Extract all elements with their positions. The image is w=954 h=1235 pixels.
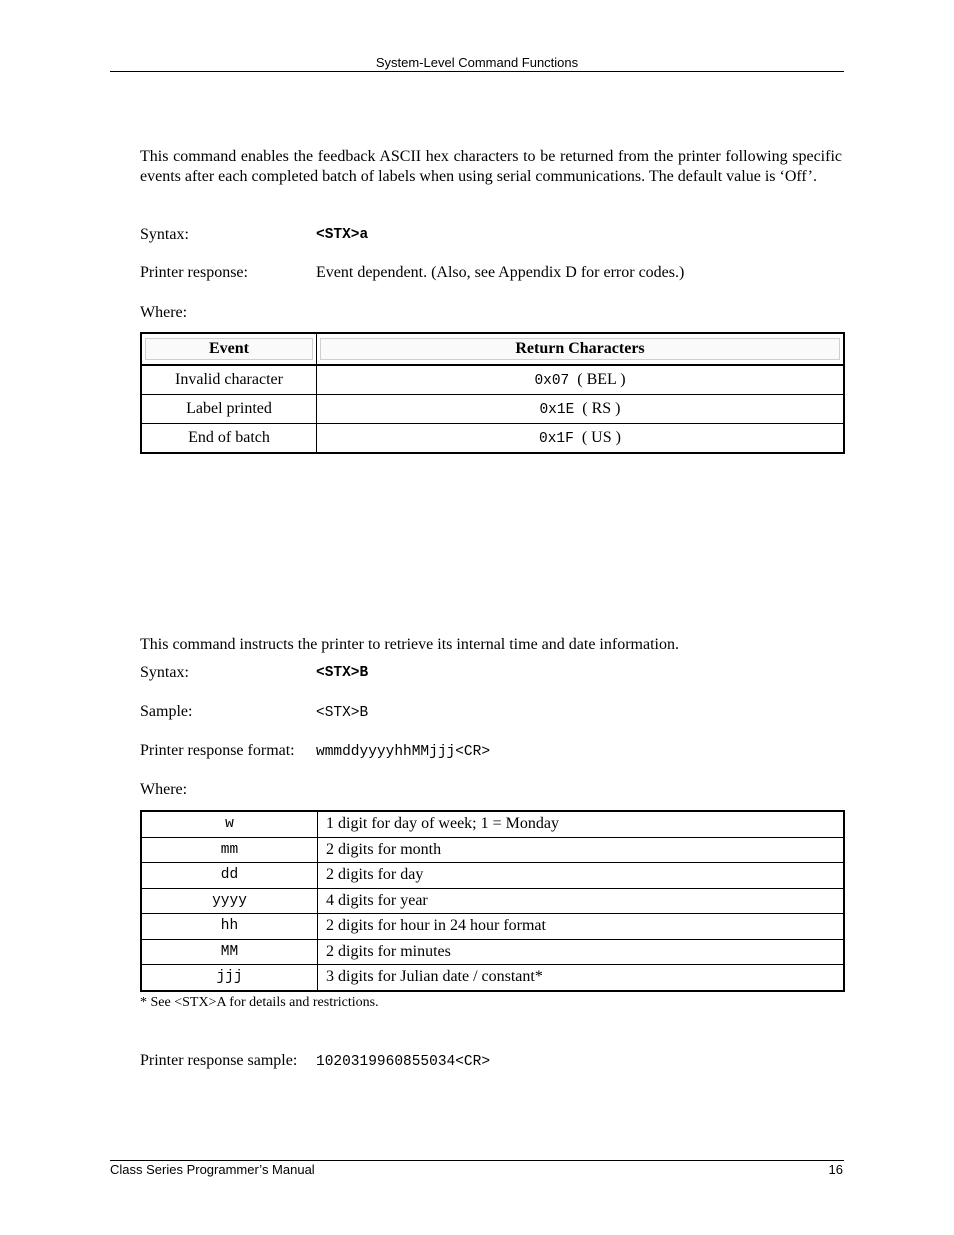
table-row [141,939,844,965]
table-row [141,914,844,940]
table-row [141,965,844,991]
return-cell [317,395,845,424]
table-row [141,811,844,837]
section-b-where-label: Where: [140,781,188,798]
format-code-cell: w [141,811,318,837]
format-code-cell: jjj [141,965,318,991]
table-row [141,863,844,889]
event-cell: End of batch [141,424,317,454]
column-header-event [141,333,317,365]
table-row [141,888,844,914]
section-b-format-label: Printer response format: [140,742,295,759]
response-sample-value: 1020319960855034<CR> [316,1054,491,1070]
footer-rule [110,1160,844,1161]
format-desc-cell: 2 digits for month [318,837,845,863]
format-code-cell: mm [141,837,318,863]
section-b-sample-label: Sample: [140,703,193,720]
table-row [141,424,844,454]
time-format-table [140,810,845,992]
column-header-event-label: Event [145,338,313,360]
table-header-row [141,333,844,365]
format-desc-cell: 2 digits for minutes [318,939,845,965]
table-row [141,395,844,424]
table-row [141,837,844,863]
response-sample-label: Printer response sample: [140,1052,298,1069]
format-desc-cell: 2 digits for day [318,863,845,889]
return-desc: ( RS ) [582,400,621,417]
return-cell [317,365,845,395]
header-rule [110,71,844,72]
section-b-syntax-value: <STX>B [316,665,369,681]
section-a-syntax-value: <STX>a [316,227,369,243]
section-b-sample-value: <STX>B [316,705,369,721]
table-footnote: * See <STX>A for details and restrictions. [140,995,379,1010]
return-cell [317,424,845,454]
column-header-return-characters [317,333,845,365]
return-code: 0x1F [539,431,574,447]
section-a-syntax-label: Syntax: [140,226,189,243]
column-header-return-label: Return Characters [320,338,840,360]
return-desc: ( BEL ) [577,371,626,388]
format-desc-cell: 4 digits for year [318,888,845,914]
return-code: 0x1E [539,402,575,418]
running-header: System-Level Command Functions [375,55,579,70]
event-cell: Label printed [141,395,317,424]
section-b-format-value: wmmddyyyyhhMMjjj<CR> [316,744,491,760]
section-a-response-value: Event dependent. (Also, see Appendix D for error codes.) [316,264,685,281]
format-code-cell: MM [141,939,318,965]
page-number: 16 [828,1162,843,1177]
format-desc-cell: 2 digits for hour in 24 hour format [318,914,845,940]
section-b-syntax-label: Syntax: [140,664,189,681]
section-a-description: This command enables the feedback ASCII hex characters to be returned from the printer following specific events after each completed batch of labels when using serial communications. The default value is ‘Off’. [140,148,842,185]
event-return-table [140,332,845,454]
format-code-cell: yyyy [141,888,318,914]
return-code: 0x07 [534,373,570,389]
table-row [141,365,844,395]
footer-manual-title: Class Series Programmer’s Manual [110,1162,315,1177]
format-desc-cell: 1 digit for day of week; 1 = Monday [318,811,845,837]
format-desc-cell: 3 digits for Julian date / constant* [318,965,845,991]
section-a-response-label: Printer response: [140,264,248,281]
return-desc: ( US ) [581,429,621,446]
format-code-cell: hh [141,914,318,940]
section-b-description: This command instructs the printer to retrieve its internal time and date information. [140,636,679,653]
event-cell: Invalid character [141,365,317,395]
section-a-where-label: Where: [140,304,188,321]
format-code-cell: dd [141,863,318,889]
